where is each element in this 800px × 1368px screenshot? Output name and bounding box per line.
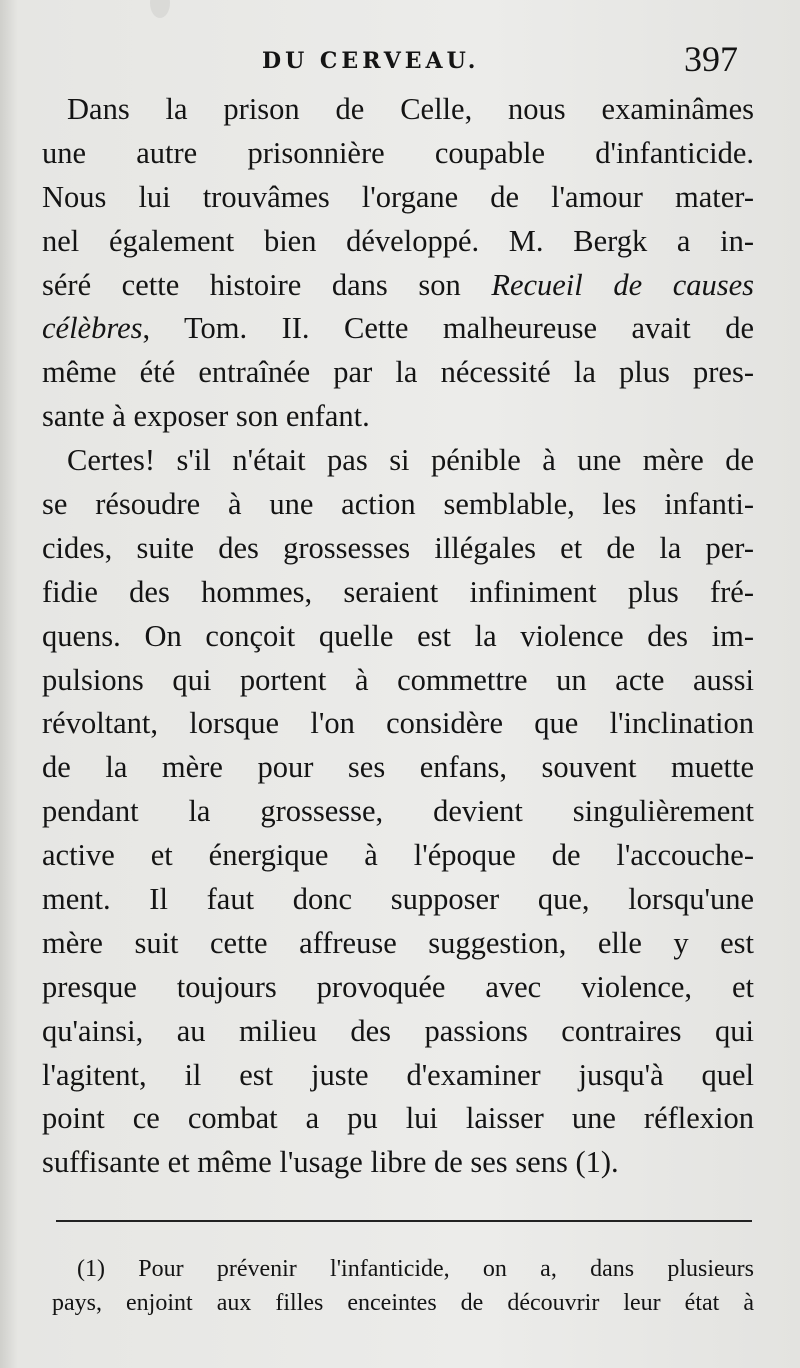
text-line: Dans la prison de Celle, nous examinâmes <box>67 92 754 126</box>
footnote-line: pays, enjoint aux filles enceintes de découvrir leur état à <box>52 1290 754 1316</box>
text-line: révoltant, lorsque l'on considère que l'inclination <box>42 706 754 741</box>
text-line: fidie des hommes, seraient infiniment plus fré- <box>42 574 754 609</box>
text-line: même été entraînée par la nécessité la plus pres- <box>42 355 754 390</box>
text-line: ment. Il faut donc supposer que, lorsqu'une <box>42 882 754 917</box>
footnote-line: (1) Pour prévenir l'infanticide, on a, dans plusieurs <box>77 1256 754 1282</box>
text-line: cides, suite des grossesses illégales et de la per- <box>42 530 754 565</box>
text-line: presque toujours provoquée avec violence, et <box>42 969 754 1004</box>
text-line: sante à exposer son enfant. <box>42 399 370 434</box>
footnote-separator <box>56 1220 752 1222</box>
ink-spot <box>150 0 170 18</box>
text-line: pendant la grossesse, devient singulièrement <box>42 794 754 829</box>
page-number: 397 <box>684 39 738 79</box>
text-line: l'agitent, il est juste d'examiner jusqu'à quel <box>42 1057 754 1092</box>
running-head: DU CERVEAU. <box>262 48 480 74</box>
footnote <box>52 1252 754 1320</box>
text-line: mère suit cette affreuse suggestion, elle y est <box>42 925 754 960</box>
text-run: séré cette histoire dans son <box>42 267 492 302</box>
book-title-italic: Recueil de causes <box>491 267 755 302</box>
text-line: de la mère pour ses enfans, souvent muette <box>42 750 754 785</box>
text-line: pulsions qui portent à commettre un acte aussi <box>42 662 754 697</box>
text-line: qu'ainsi, au milieu des passions contraires qui <box>42 1013 754 1048</box>
text-line <box>42 264 754 308</box>
text-line: active et énergique à l'époque de l'accouche- <box>42 838 754 873</box>
text-line: point ce combat a pu lui laisser une réflexion <box>42 1101 754 1136</box>
text-line: se résoudre à une action semblable, les infanti- <box>42 487 754 522</box>
text-line: suffisante et même l'usage libre de ses sens (1). <box>42 1145 619 1180</box>
text-line <box>42 307 754 351</box>
book-title-italic: célèbres <box>42 311 143 346</box>
text-run: , Tom. II. Cette malheureuse avait de <box>142 311 754 346</box>
main-text <box>42 88 754 1185</box>
text-line: quens. On conçoit quelle est la violence des im- <box>42 618 754 653</box>
page-header <box>0 38 800 88</box>
text-line: Certes! s'il n'était pas si pénible à une mère de <box>67 443 754 478</box>
text-line: Nous lui trouvâmes l'organe de l'amour mater- <box>42 179 754 214</box>
text-line: nel également bien développé. M. Bergk a in- <box>42 223 754 258</box>
text-line: une autre prisonnière coupable d'infanticide. <box>42 135 754 170</box>
